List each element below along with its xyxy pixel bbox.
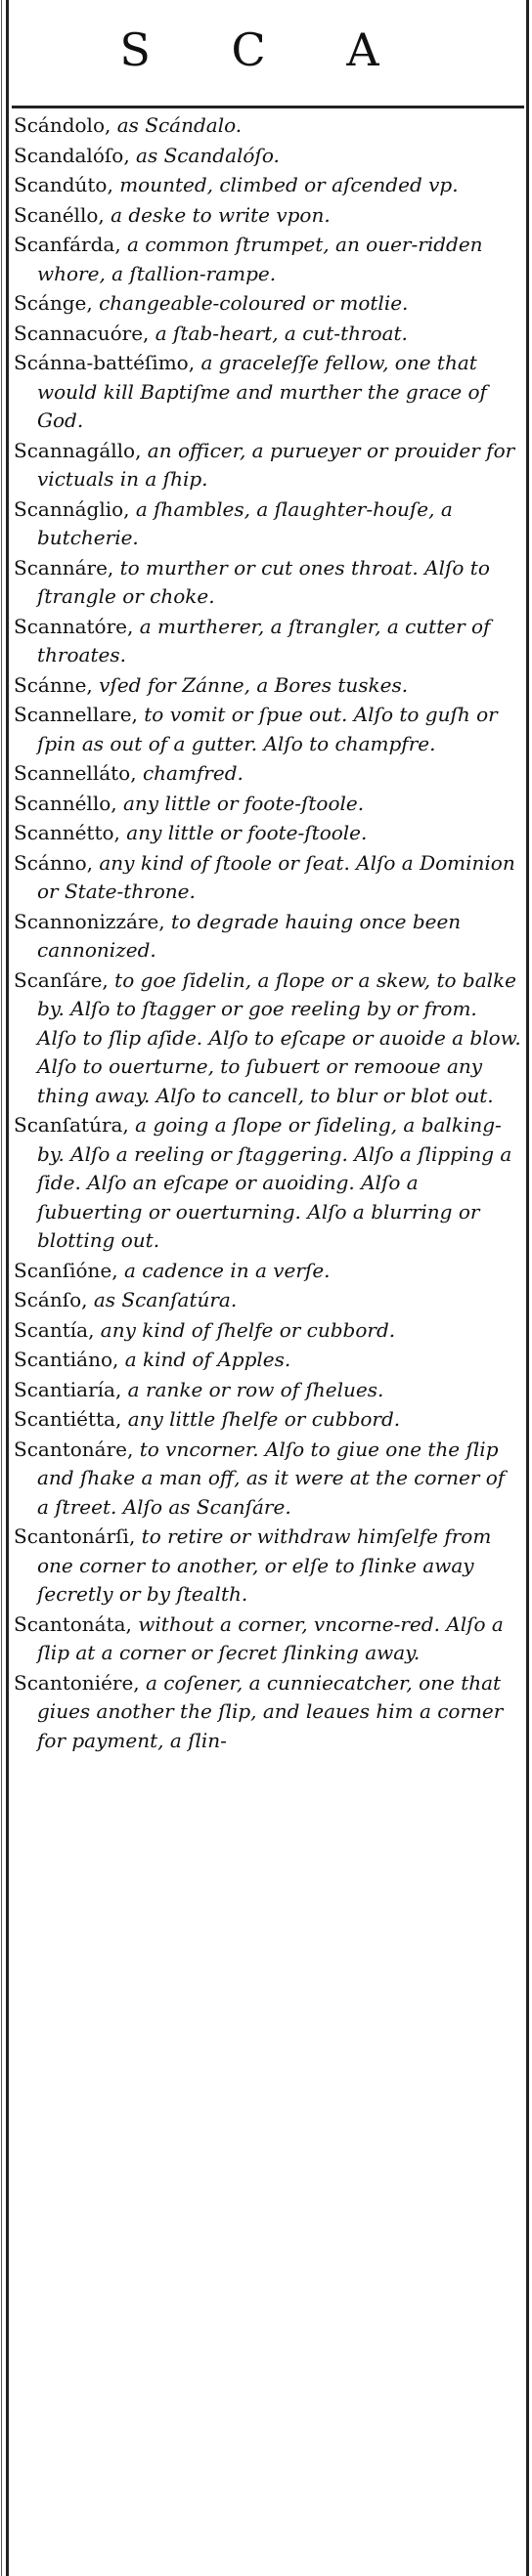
entry-headword: Scantonárſi, xyxy=(14,1524,136,1548)
entry-headword: Scannacuóre, xyxy=(14,321,150,345)
dictionary-entry xyxy=(14,554,522,612)
dictionary-entry xyxy=(14,790,522,819)
entry-headword: Scantonáre, xyxy=(14,1437,134,1461)
entry-definition: a coſener, a cunniecatcher, one that giues another the ſlip, and leaues him a corner for payment, a ſlin- xyxy=(37,1670,504,1752)
entry-headword: Scandúto, xyxy=(14,173,113,196)
entry-headword: Scantiaría, xyxy=(14,1377,122,1401)
entry-definition: to vncorner. Alſo to giue one the ſlip and ſhake a man off, as it were at the corner of a ſtreet. Alſo as Scanſáre. xyxy=(37,1437,506,1519)
left-column-rule xyxy=(6,0,9,2576)
entry-headword: Scanfárda, xyxy=(14,233,121,256)
entry-definition: to goe ſidelin, a ſlope or a skew, to balke by. Alſo to ſtagger or goe reeling by or from. Alſo to ſlip aſide. Alſo to eſcape or auoide a blow. Alſo to ouerturne, to ſubuert or remooue any thing away. Alſo to cancell, to blur or blot out. xyxy=(37,967,521,1107)
right-column-rule xyxy=(526,0,529,2576)
entry-headword: Scannáglio, xyxy=(14,496,130,521)
dictionary-entry xyxy=(14,1405,522,1435)
dictionary-entry xyxy=(14,671,522,701)
entry-headword: Scannatóre, xyxy=(14,614,134,638)
dictionary-entry xyxy=(14,1376,522,1405)
dictionary-entry xyxy=(14,759,522,789)
entry-headword: Scandalóſo, xyxy=(14,143,130,167)
entry-headword: Scantiáno, xyxy=(14,1348,119,1371)
dictionary-entry xyxy=(14,349,522,436)
left-border-rule xyxy=(1,0,2,2576)
entry-definition: a ſtab-heart, a cut-throat. xyxy=(155,321,408,345)
entry-definition: mounted, climbed or aſcended vp. xyxy=(119,173,459,196)
dictionary-entry xyxy=(14,495,522,553)
header-rule xyxy=(12,106,524,108)
dictionary-entry xyxy=(14,437,522,494)
entry-definition: to retire or withdraw himſelfe from one corner to another, or elſe to ſlinke away ſecretly or by ſtealth. xyxy=(37,1524,492,1606)
entry-definition: vſed for Zánne, a Bores tuskes. xyxy=(99,672,409,697)
dictionary-entry xyxy=(14,1436,522,1523)
entry-definition: any little ſhelfe or cubbord. xyxy=(127,1407,401,1431)
entry-definition: a ranke or row of ſhelues. xyxy=(127,1377,384,1401)
entry-definition: a common ſtrumpet, an ouer-ridden whore, a ſtallion-rampe. xyxy=(37,233,483,285)
dictionary-entry xyxy=(14,231,522,288)
dictionary-entry xyxy=(14,142,522,171)
dictionary-entry xyxy=(14,1610,522,1668)
entry-definition: a kind of Apples. xyxy=(124,1348,291,1371)
entry-definition: any kind of ſhelfe or cubbord. xyxy=(100,1317,396,1342)
dictionary-entry xyxy=(14,849,522,907)
entry-headword: Scantiétta, xyxy=(14,1407,122,1431)
entry-definition: an officer, a purueyer or prouider for victuals in a ſhip. xyxy=(37,438,515,491)
dictionary-entry xyxy=(14,1316,522,1346)
dictionary-entry xyxy=(14,171,522,200)
entry-headword: Scannagállo, xyxy=(14,438,142,462)
dictionary-entry xyxy=(14,966,522,1111)
entry-headword: Scannellare, xyxy=(14,703,138,726)
entry-definition: a ſhambles, a ſlaughter-houſe, a butcherie. xyxy=(37,496,453,549)
dictionary-entry xyxy=(14,908,522,966)
entry-definition: as Scándalo. xyxy=(116,113,243,137)
dictionary-entry xyxy=(14,1286,522,1315)
entry-headword: Scanſatúra, xyxy=(14,1113,129,1137)
entry-definition: without a corner, vncorne-red. Alſo a ſlip at a corner or ſecret ſlinking away. xyxy=(37,1611,504,1664)
entry-definition: as Scandalóſo. xyxy=(136,143,280,167)
entry-definition: to degrade hauing once been cannonized. xyxy=(37,909,462,962)
entry-definition: a going a ſlope or ſideling, a balking-by. Alſo a reeling or ſtaggering. Alſo a ſlipping a ſide. Alſo an eſcape or auoiding. Alſo a ſubuerting or ouerturning. Alſo a blurring or blotting out. xyxy=(37,1113,512,1252)
dictionary-entry xyxy=(14,111,522,141)
dictionary-entry xyxy=(14,1669,522,1756)
dictionary-entry xyxy=(14,1523,522,1610)
entry-headword: Scannonizzáre, xyxy=(14,909,165,933)
entry-headword: Scándolo, xyxy=(14,113,111,137)
dictionary-entry xyxy=(14,819,522,848)
entry-headword: Scánge, xyxy=(14,291,93,315)
dictionary-entry xyxy=(14,289,522,319)
entry-definition: a graceleſſe fellow, one that would kill Baptiſme and murther the grace of God. xyxy=(37,351,487,432)
entry-definition: changeable-coloured or motlie. xyxy=(99,291,409,315)
dictionary-entry xyxy=(14,320,522,349)
entry-list xyxy=(14,111,522,1756)
dictionary-entry xyxy=(14,613,522,670)
entry-definition: any kind of ſtoole or ſeat. Alſo a Dominion or State-throne. xyxy=(37,850,515,903)
entry-headword: Scanéllo, xyxy=(14,202,105,227)
entry-definition: to vomit or ſpue out. Alſo to guſh or ſpin as out of a gutter. Alſo to champfre. xyxy=(37,703,498,755)
entry-definition: a cadence in a verſe. xyxy=(123,1258,331,1282)
entry-headword: Scannelláto, xyxy=(14,761,137,785)
entry-definition: as Scanſatúra. xyxy=(93,1288,238,1311)
entry-headword: Scánna-battéſimo, xyxy=(14,351,196,374)
entry-headword: Scanſáre, xyxy=(14,967,109,992)
entry-headword: Scánne, xyxy=(14,672,93,697)
entry-headword: Scantonáta, xyxy=(14,1611,132,1636)
entry-headword: Scantoniére, xyxy=(14,1670,140,1695)
entry-definition: any little or foote-ſtoole. xyxy=(122,791,365,815)
entry-headword: Scantía, xyxy=(14,1317,95,1342)
entry-headword: Scanſióne, xyxy=(14,1258,118,1282)
entry-definition: any little or foote-ſtoole. xyxy=(126,821,368,844)
entry-definition: a murtherer, a ſtrangler, a cutter of throates. xyxy=(37,614,491,666)
entry-definition: to murther or cut ones throat. Alſo to ſtrangle or choke. xyxy=(37,555,490,608)
entry-headword: Scannétto, xyxy=(14,821,120,844)
dictionary-entry xyxy=(14,1257,522,1286)
dictionary-entry xyxy=(14,1346,522,1375)
entry-headword: Scannéllo, xyxy=(14,791,117,815)
entry-definition: chamfred. xyxy=(142,761,244,785)
entry-headword: Scánno, xyxy=(14,850,93,875)
running-head: S C A xyxy=(119,23,413,76)
entry-headword: Scánſo, xyxy=(14,1288,88,1311)
dictionary-entry xyxy=(14,1111,522,1256)
dictionary-entry xyxy=(14,201,522,231)
entry-definition: a deske to write vpon. xyxy=(111,202,331,227)
entry-headword: Scannáre, xyxy=(14,555,114,580)
dictionary-entry xyxy=(14,701,522,758)
